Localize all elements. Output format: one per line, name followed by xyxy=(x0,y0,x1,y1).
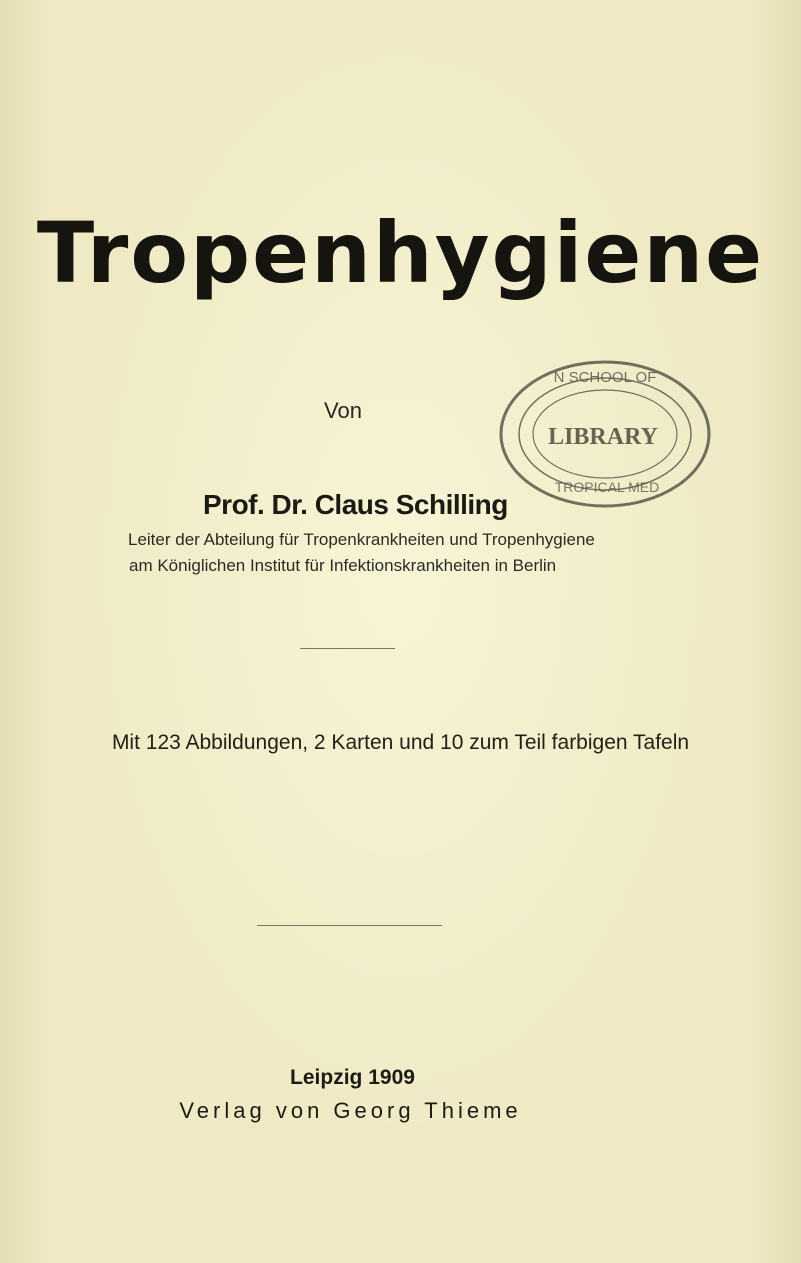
divider xyxy=(300,648,395,649)
publisher: Verlag von Georg Thieme xyxy=(179,1098,522,1123)
divider xyxy=(257,925,442,926)
stamp-top-text: N SCHOOL OF xyxy=(553,369,657,386)
affiliation-line-1: Leiter der Abteilung für Tropenkrankheiten und Tropenhygiene xyxy=(128,530,595,549)
illustrations-note: Mit 123 Abbildungen, 2 Karten und 10 zum Teil farbigen Tafeln xyxy=(111,731,690,754)
place-year: Leipzig 1909 xyxy=(290,1066,415,1089)
author-name: Prof. Dr. Claus Schilling xyxy=(203,489,508,520)
by-label: Von xyxy=(324,398,362,423)
book-title: Tropenhygiene xyxy=(36,204,765,302)
stamp-center-text: LIBRARY xyxy=(548,424,658,450)
library-stamp xyxy=(495,350,720,520)
affiliation-line-2: am Königlichen Institut für Infektionskrankheiten in Berlin xyxy=(129,556,557,575)
stamp-bottom-text: TROPICAL MED xyxy=(554,479,660,495)
